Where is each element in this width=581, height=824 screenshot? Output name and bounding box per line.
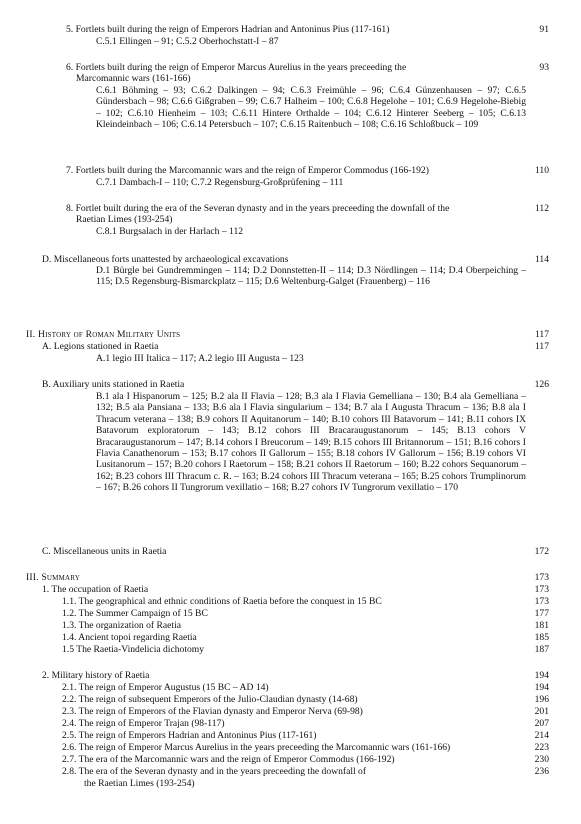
toc-item: 2.4. The reign of Emperor Trajan (98-117) bbox=[62, 718, 225, 729]
toc-entry-iii2-page: 194 bbox=[534, 670, 549, 681]
toc-item-page: 223 bbox=[534, 742, 549, 753]
toc-chapter-iii-title: III. Summary bbox=[26, 572, 81, 583]
toc-item-page: 196 bbox=[534, 694, 549, 705]
toc-item: 1.4. Ancient topoi regarding Raetia bbox=[62, 632, 197, 643]
toc-item-page: 173 bbox=[534, 596, 549, 607]
toc-item-page: 230 bbox=[534, 754, 549, 765]
toc-entry-iia-sub: A.1 legio III Italica – 117; A.2 legio III Augusta – 123 bbox=[96, 353, 304, 364]
toc-item: 2.3. The reign of Emperors of the Flavian dynasty and Emperor Nerva (69-98) bbox=[62, 706, 363, 717]
toc-entry-c6-sub: C.6.1 Böhming – 93; C.6.2 Dalkingen – 94; C.6.3 Freimühle – 96; C.6.4 Günzenhausen – 97; C.6.5 Gündersbach – 98; C.6.6 Gißgraben – 99; C.6.7 Halheim – 100; C.6.8 Hegelohe – 101; C.6.9 Hegelohe-Biebig – 102; C.6.10 Hienheim – 103; C.6.11 Hintere Orthalde – 104; C.6.12 Hinterer Seeberg – 105; C.6.13 Kleindeinbach – 106; C.6.14 Petersbuch – 107; C.6.15 Raitenbuch – 108; C.6.16 Schloßbuck – 109 bbox=[96, 85, 526, 131]
toc-item-page: 194 bbox=[534, 682, 549, 693]
toc-item-page: 214 bbox=[534, 730, 549, 741]
toc-entry-c8-sub: C.8.1 Burgsalach in der Harlach – 112 bbox=[96, 226, 244, 237]
toc-entry-c6-title-line1: 6. Fortlets built during the reign of Emperor Marcus Aurelius in the years preceeding the bbox=[66, 62, 407, 73]
toc-item-continuation: the Raetian Limes (193-254) bbox=[84, 778, 195, 789]
toc-entry-c5-sub: C.5.1 Ellingen – 91; C.5.2 Oberhochstatt-I – 87 bbox=[96, 36, 279, 47]
toc-entry-iii2-title: 2. Military history of Raetia bbox=[42, 670, 150, 681]
toc-entry-c6-title-line2: Marcomannic wars (161-166) bbox=[76, 73, 191, 84]
toc-entry-iii1-page: 173 bbox=[534, 584, 549, 595]
toc-entry-c7-sub: C.7.1 Dambach-I – 110; C.7.2 Regensburg-Großprüfening – 111 bbox=[96, 177, 344, 188]
toc-entry-iic-title: C. Miscellaneous units in Raetia bbox=[42, 546, 167, 557]
toc-item: 2.2. The reign of subsequent Emperors of the Julio-Claudian dynasty (14-68) bbox=[62, 694, 358, 705]
toc-item: 1.1. The geographical and ethnic conditions of Raetia before the conquest in 15 BC bbox=[62, 596, 382, 607]
toc-entry-iia-title: A. Legions stationed in Raetia bbox=[42, 341, 159, 352]
toc-item: 2.1. The reign of Emperor Augustus (15 BC – AD 14) bbox=[62, 682, 269, 693]
toc-entry-d-sub: D.1 Bürgle bei Gundremmingen – 114; D.2 Donnstetten-II – 114; D.3 Nördlingen – 114; D.4 Oberpeiching – 115; D.5 Regensburg-Bismarckplatz – 115; D.6 Weltenburg-Galget (Frauenberg) – 116 bbox=[96, 265, 526, 288]
toc-entry-iic-page: 172 bbox=[534, 546, 549, 557]
toc-chapter-ii-title: II. History of Roman Military Units bbox=[26, 329, 181, 340]
toc-item-page: 185 bbox=[534, 632, 549, 643]
toc-item: 2.8. The era of the Severan dynasty and in the years preceeding the downfall of bbox=[62, 766, 367, 777]
toc-item: 1.2. The Summer Campaign of 15 BC bbox=[62, 608, 208, 619]
toc-entry-c5-page: 91 bbox=[539, 24, 549, 35]
toc-entry-c6-page: 93 bbox=[539, 62, 549, 73]
toc-entry-c7-title: 7. Fortlets built during the Marcomannic wars and the reign of Emperor Commodus (166-192) bbox=[66, 165, 429, 176]
toc-chapter-ii-page: 117 bbox=[534, 329, 549, 340]
toc-entry-c8-page: 112 bbox=[534, 203, 549, 214]
toc-item: 2.6. The reign of Emperor Marcus Aurelius in the years preceeding the Marcomannic wars (161-166) bbox=[62, 742, 451, 753]
toc-item-page: 187 bbox=[534, 644, 549, 655]
toc-item-page: 207 bbox=[534, 718, 549, 729]
toc-entry-iia-page: 117 bbox=[534, 341, 549, 352]
toc-item-page: 181 bbox=[534, 620, 549, 631]
toc-item: 1.3. The organization of Raetia bbox=[62, 620, 181, 631]
toc-entry-d-page: 114 bbox=[534, 254, 549, 265]
toc-entry-iib-sub: B.1 ala I Hispanorum – 125; B.2 ala II Flavia – 128; B.3 ala I Flavia Gemelliana – 130; B.4 ala Gemelliana – 132; B.5 ala Pansiana – 133; B.6 ala I Flavia singularium – 134; B.7 ala I Augusta Thracum – 136; B.8 ala I Thracum veterana – 138; B.9 cohors II Aquitanorum – 140; B.10 cohors III Batavorum – 141; B.11 cohors IX Batavorum exploratorum – 143; B.12 cohors III Bracaraugustanorum – 145; B.13 cohors V Bracaraugustanorum – 147; B.14 cohors I Breucorum – 149; B.15 cohors III Britannorum – 151; B.16 cohors I Flavia Canathenorum – 153; B.17 cohors II Gallorum – 155; B.18 cohors IV Gallorum – 156; B.19 cohors VI Lusitanorum – 157; B.20 cohors I Raetorum – 158; B.21 cohors II Raetorum – 160; B.22 cohors Sequanorum – 162; B.23 cohors III Thracum c. R. – 163; B.24 cohors III Thracum veterana – 165; B.25 cohors Trumplinorum – 167; B.26 cohors II Tungrorum vexillatio – 168; B.27 cohors IV Tungrorum vexillatio – 170 bbox=[96, 391, 526, 494]
toc-entry-c8-title-line2: Raetian Limes (193-254) bbox=[76, 214, 173, 225]
toc-item: 2.5. The reign of Emperors Hadrian and Antoninus Pius (117-161) bbox=[62, 730, 317, 741]
toc-entry-c5-title: 5. Fortlets built during the reign of Emperors Hadrian and Antoninus Pius (117-161) bbox=[66, 24, 390, 35]
toc-entry-iib-page: 126 bbox=[534, 379, 549, 390]
toc-entry-iib-title: B. Auxiliary units stationed in Raetia bbox=[42, 379, 185, 390]
toc-item-page: 177 bbox=[534, 608, 549, 619]
toc-item-page: 201 bbox=[534, 706, 549, 717]
toc-entry-c8-title-line1: 8. Fortlet built during the era of the Severan dynasty and in the years preceeding the downfall of the bbox=[66, 203, 450, 214]
toc-item: 2.7. The era of the Marcomannic wars and the reign of Emperor Commodus (166-192) bbox=[62, 754, 395, 765]
toc-entry-d-title: D. Miscellaneous forts unattested by archaeological excavations bbox=[42, 254, 289, 265]
toc-item-page: 236 bbox=[534, 766, 549, 777]
toc-chapter-iii-page: 173 bbox=[534, 572, 549, 583]
toc-entry-iii1-title: 1. The occupation of Raetia bbox=[42, 584, 149, 595]
toc-entry-c7-page: 110 bbox=[534, 165, 549, 176]
toc-item: 1.5 The Raetia-Vindelicia dichotomy bbox=[62, 644, 205, 655]
